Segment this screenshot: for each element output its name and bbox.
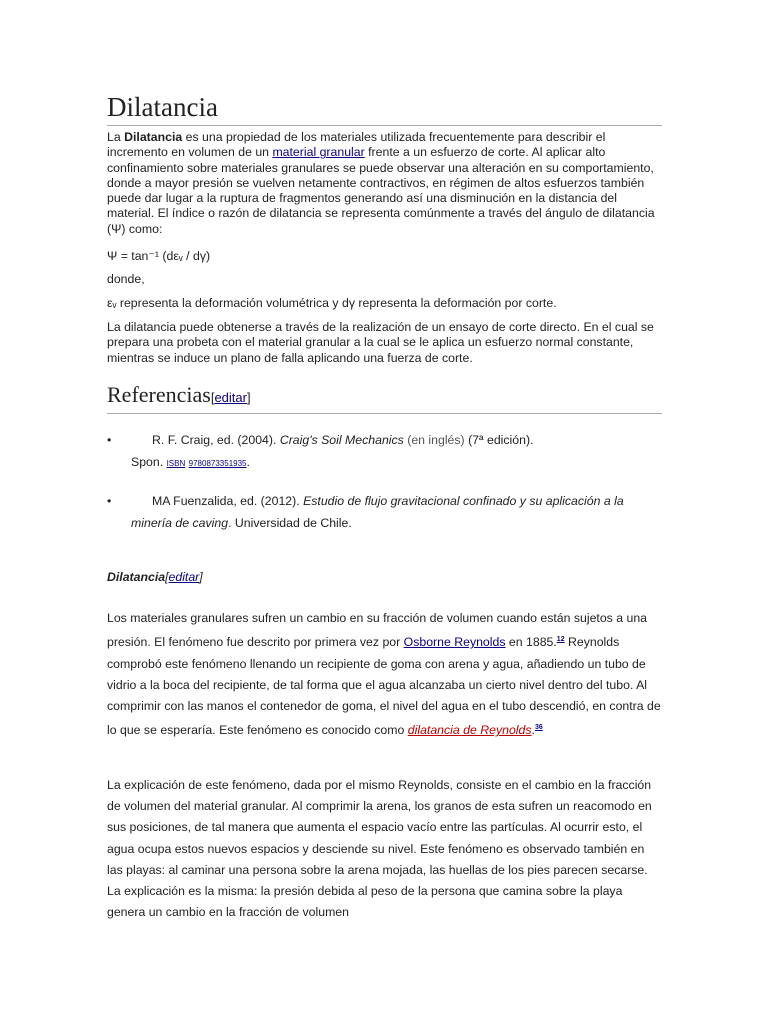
footnote-36-link[interactable]: 36 [534,724,543,732]
intro-bold-term: Dilatancia [124,130,183,144]
ref-title: Craig's Soil Mechanics [279,433,404,447]
p1-text-b: en 1885. [505,635,557,650]
intro-text-1: La [107,130,125,144]
references-heading [107,382,662,414]
ref-edition: (7ª edición). [464,433,534,447]
intro-paragraph [107,130,662,237]
p1-text-a: Los materiales granulares sufren un cambio en su fracción de volumen cuando están sujetos a una presión. El fenómeno fue descrito por primera vez por [107,611,648,650]
epsilon-definition: εᵥ representa la deformación volumétrica y dγ representa la deformación por corte. [107,296,557,310]
ref-institution: . Universidad de Chile. [228,516,352,530]
ref-end: . [246,455,250,469]
ref-author: R. F. Craig, ed. (2004). [152,433,280,447]
reference-item-craig [107,429,662,475]
direct-shear-paragraph: La dilatancia puede obtenerse a través de la realización de un ensayo de corte directo. En el cual se prepara una probeta con el material granular a la cual se le aplica un esfuerzo normal constante, mientras se induce un plano de falla aplicando una fuerza de corte. [107,320,654,365]
p1-text-d: . [531,723,535,738]
ref-title-cont: minería de caving [131,516,229,530]
material-granular-link[interactable]: material granular [272,145,365,160]
references-edit-link[interactable]: editar [214,390,247,405]
dilatancia-subheading [107,570,203,584]
intro-text-2: es una propiedad de los materiales utilizada frecuentemente para describir el incremento en volumen de un [107,130,606,160]
edit-bracket-close: ] [246,390,251,405]
subheading-title: Dilatancia [107,570,166,584]
footnote-12-link[interactable]: 12 [556,636,565,644]
explanation-paragraph: La explicación de este fenómeno, dada por el mismo Reynolds, consiste en el cambio en la fracción de volumen del material granular. Al comprimir la arena, los granos de esta sufren un reacomodo en sus posiciones, de tal manera que aumenta el espacio vacío entre las partículas. Al ocurrir esto, el agua ocupa estos nuevos espacios y desciende su nivel. Este fenómeno es observado también en las playas: al caminar una persona sobre la arena mojada, las huellas de los pies parecen secarse. La explicación es la misma: la presión debida al peso de la persona que camina sobre la playa genera un cambio en la fracción de volumen [107,778,652,920]
dilatancia-reynolds-link[interactable]: dilatancia de Reynolds [407,723,532,738]
donde-text: donde, [107,272,145,286]
ref-language: (en inglés) [403,433,465,447]
dilatancia-edit-link[interactable]: editar [168,570,200,584]
edit-bracket-open: [ [165,570,169,584]
ref-publisher: Spon. [131,455,167,469]
osborne-reynolds-link[interactable]: Osborne Reynolds [403,635,506,650]
bullet: • [107,494,112,508]
ref-title: Estudio de flujo gravitacional confinado y su aplicación a la [303,494,624,508]
intro-text-3: frente a un esfuerzo de corte. Al aplicar alto confinamiento sobre materiales granulares se puede observar una alteración en su comportamiento, donde a mayor presión se vuelven netamente contractivos, en régimen de altos esfuerzos también puede dar lugar a la ruptura de fragmentos generando así una disminución en la distancia del material. El índice o razón de dilatancia se representa comúnmente a través del ángulo de dilatancia (Ψ) como: [107,145,655,236]
ref-author: MA Fuenzalida, ed. (2012). [152,494,304,508]
edit-bracket-open: [ [210,390,215,405]
reference-item-fuenzalida [107,490,662,534]
edit-bracket-close: ] [199,570,203,584]
reynolds-paragraph [107,608,662,741]
isbn-number-link[interactable]: 9780873351935 [188,459,247,468]
formula: Ψ = tan⁻¹ (dεᵥ / dγ) [107,249,211,263]
page-title: Dilatancia [107,91,662,126]
p1-text-c: Reynolds comprobó este fenómeno llenando un recipiente de goma con arena y agua, añadiendo un tubo de vidrio a la boca del recipiente, de tal forma que el agua alcanzaba un cierto nivel dentro del tubo. Al comprimir con las manos el contenedor de goma, el nivel del agua en el tubo descendió, en contra de lo que se esperaría. Este fenómeno es conocido como [107,635,661,738]
isbn-label-link[interactable]: ISBN [166,459,186,468]
references-edit [211,390,251,405]
references-title: Referencias [107,382,211,407]
subheading-edit [165,570,203,584]
bullet: • [107,433,112,447]
